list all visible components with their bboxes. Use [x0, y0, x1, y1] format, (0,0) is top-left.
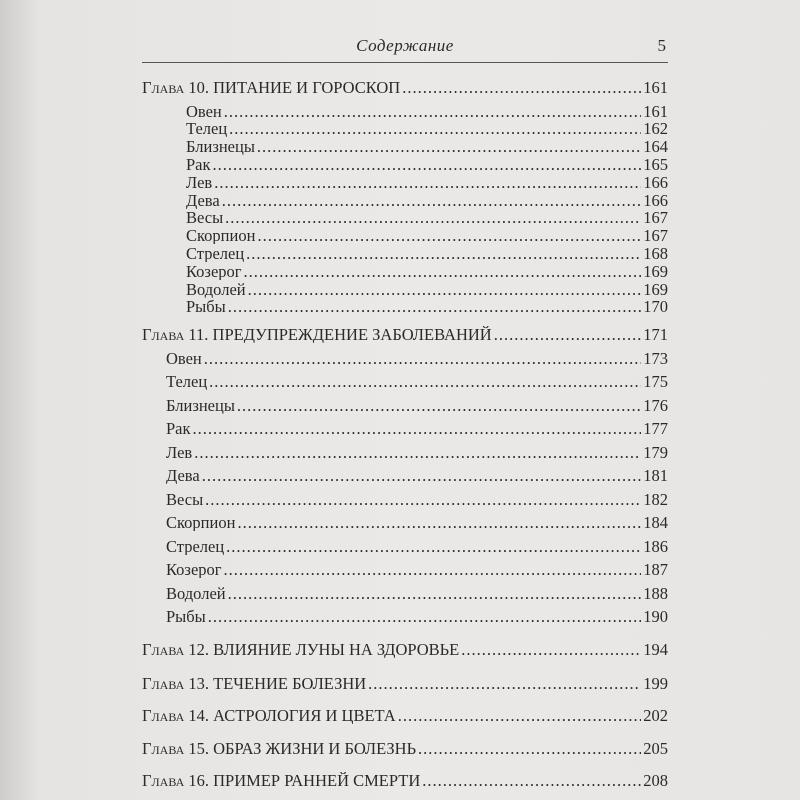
- section-label: Скорпион: [166, 514, 236, 531]
- section-page: 184: [643, 514, 668, 531]
- chapter-title: 11. ПРЕДУПРЕЖДЕНИЕ ЗАБОЛЕВАНИЙ: [188, 325, 492, 343]
- dot-leader: [214, 174, 641, 191]
- section-entry: [186, 120, 668, 137]
- running-header: [142, 36, 668, 58]
- section-page: 167: [643, 227, 668, 245]
- chapter-entry: [142, 79, 668, 96]
- dot-leader: [368, 675, 641, 692]
- section-label: Лев: [166, 443, 193, 461]
- section-entry: [166, 444, 668, 461]
- header-title: Содержание: [356, 36, 454, 55]
- section-entry: [186, 263, 668, 280]
- dot-leader: [194, 444, 641, 461]
- chapter-title: 13. ТЕЧЕНИЕ БОЛЕЗНИ: [188, 674, 367, 692]
- chapter-entry: [142, 772, 668, 789]
- chapter-prefix: Глава: [142, 640, 185, 658]
- chapter-page: 161: [643, 78, 668, 96]
- chapter-entry: [142, 707, 668, 724]
- section-entry: [186, 227, 668, 244]
- page-number: 5: [657, 36, 666, 55]
- dot-leader: [237, 397, 641, 414]
- section-page: 168: [643, 244, 668, 262]
- header-rule: [142, 62, 668, 63]
- dot-leader: [209, 373, 641, 390]
- section-page: 179: [643, 443, 668, 461]
- section-label: Козерог: [186, 262, 242, 280]
- section-entry: [186, 281, 668, 298]
- chapter-prefix: Глава: [142, 771, 185, 789]
- section-page: 177: [643, 420, 668, 437]
- section-entry: [186, 156, 668, 173]
- section-entry: [186, 245, 668, 262]
- dot-leader: [226, 538, 641, 555]
- section-page: 169: [643, 262, 668, 280]
- section-entry: [166, 561, 668, 578]
- chapter-page: 199: [643, 674, 668, 692]
- dot-leader: [248, 281, 642, 298]
- chapter-title: 15. ОБРАЗ ЖИЗНИ И БОЛЕЗНЬ: [188, 739, 417, 757]
- dot-leader: [224, 103, 641, 120]
- chapter-prefix: Глава: [142, 706, 185, 724]
- chapter-prefix: Глава: [142, 325, 185, 343]
- section-page: 181: [643, 467, 668, 484]
- section-entry: [166, 585, 668, 602]
- section-page: 165: [643, 155, 668, 173]
- dot-leader: [202, 467, 642, 484]
- dot-leader: [193, 420, 642, 437]
- section-entry: [186, 103, 668, 120]
- chapter-label: [142, 740, 416, 757]
- section-label: Водолей: [186, 280, 246, 298]
- chapter-entry: [142, 641, 668, 658]
- section-page: 190: [643, 608, 668, 625]
- section-page: 176: [643, 396, 668, 414]
- section-label: Овен: [166, 349, 202, 367]
- chapter-entry: [142, 675, 668, 692]
- chapter-prefix: Глава: [142, 739, 185, 757]
- dot-leader: [228, 585, 642, 602]
- section-entry: [186, 138, 668, 155]
- section-page: 188: [643, 584, 668, 602]
- section-page: 166: [643, 191, 668, 209]
- chapter-label: [142, 675, 366, 692]
- chapter-page: 194: [643, 640, 668, 658]
- section-page: 182: [643, 490, 668, 508]
- section-label: Рыбы: [186, 298, 226, 316]
- section-page: 175: [643, 373, 668, 390]
- dot-leader: [225, 209, 641, 226]
- section-label: Стрелец: [186, 244, 245, 262]
- chapter-label: [142, 79, 400, 96]
- section-entry: [166, 420, 668, 437]
- chapter-entry: [142, 740, 668, 757]
- chapter-page: 205: [643, 739, 668, 757]
- section-page: 164: [643, 138, 668, 156]
- dot-leader: [224, 561, 642, 578]
- chapter-title: 12. ВЛИЯНИЕ ЛУНЫ НА ЗДОРОВЬЕ: [188, 640, 460, 658]
- section-label: Телец: [186, 120, 228, 138]
- dot-leader: [228, 298, 642, 315]
- section-page: 167: [643, 209, 668, 227]
- section-entry: [186, 298, 668, 315]
- chapter-page: 208: [643, 771, 668, 789]
- section-entry: [166, 397, 668, 414]
- section-page: 162: [643, 120, 668, 138]
- section-page: 173: [643, 349, 668, 367]
- dot-leader: [257, 138, 641, 155]
- chapter-title: 16. ПРИМЕР РАННЕЙ СМЕРТИ: [188, 771, 421, 789]
- dot-leader: [257, 227, 641, 244]
- chapter-entry: [142, 326, 668, 343]
- dot-leader: [461, 641, 641, 658]
- section-entry: [186, 209, 668, 226]
- section-label: Дева: [186, 191, 220, 209]
- dot-leader: [229, 120, 641, 137]
- section-page: 170: [643, 298, 668, 316]
- dot-leader: [402, 79, 641, 96]
- section-label: Водолей: [166, 584, 226, 602]
- section-entry: [166, 491, 668, 508]
- section-entry: [166, 350, 668, 367]
- chapter-title: 14. АСТРОЛОГИЯ И ЦВЕТА: [188, 706, 396, 724]
- dot-leader: [246, 245, 641, 262]
- section-entry: [186, 174, 668, 191]
- section-entry: [166, 514, 668, 531]
- dot-leader: [237, 514, 641, 531]
- dot-leader: [494, 326, 642, 343]
- section-entry: [166, 538, 668, 555]
- chapter-title: 10. ПИТАНИЕ И ГОРОСКОП: [188, 78, 401, 96]
- chapter-label: [142, 641, 459, 658]
- chapter-label: [142, 326, 492, 343]
- section-entry: [186, 192, 668, 209]
- section-label: Стрелец: [166, 537, 225, 555]
- chapter-label: [142, 772, 420, 789]
- section-label: Рак: [186, 155, 211, 173]
- dot-leader: [208, 608, 642, 625]
- section-page: 166: [643, 173, 668, 191]
- section-label: Телец: [166, 373, 208, 390]
- section-label: Весы: [166, 490, 204, 508]
- chapter-prefix: Глава: [142, 78, 185, 96]
- section-label: Овен: [186, 102, 222, 120]
- chapter-label: [142, 707, 396, 724]
- section-page: 187: [643, 561, 668, 578]
- dot-leader: [204, 350, 641, 367]
- section-entry: [166, 467, 668, 484]
- section-label: Козерог: [166, 561, 222, 578]
- section-label: Дева: [166, 467, 200, 484]
- dot-leader: [213, 156, 642, 173]
- section-page: 169: [643, 280, 668, 298]
- section-entry: [166, 608, 668, 625]
- dot-leader: [418, 740, 641, 757]
- chapter-prefix: Глава: [142, 674, 185, 692]
- dot-leader: [205, 491, 641, 508]
- dot-leader: [244, 263, 642, 280]
- dot-leader: [398, 707, 642, 724]
- section-entry: [166, 373, 668, 390]
- section-label: Скорпион: [186, 227, 256, 245]
- dot-leader: [222, 192, 642, 209]
- section-label: Лев: [186, 173, 213, 191]
- section-label: Весы: [186, 209, 224, 227]
- chapter-page: 202: [643, 706, 668, 724]
- section-label: Рак: [166, 420, 191, 437]
- section-label: Близнецы: [186, 138, 255, 156]
- section-page: 161: [643, 102, 668, 120]
- dot-leader: [422, 772, 641, 789]
- section-page: 186: [643, 537, 668, 555]
- chapter-page: 171: [643, 325, 668, 343]
- section-label: Близнецы: [166, 396, 235, 414]
- section-label: Рыбы: [166, 608, 206, 625]
